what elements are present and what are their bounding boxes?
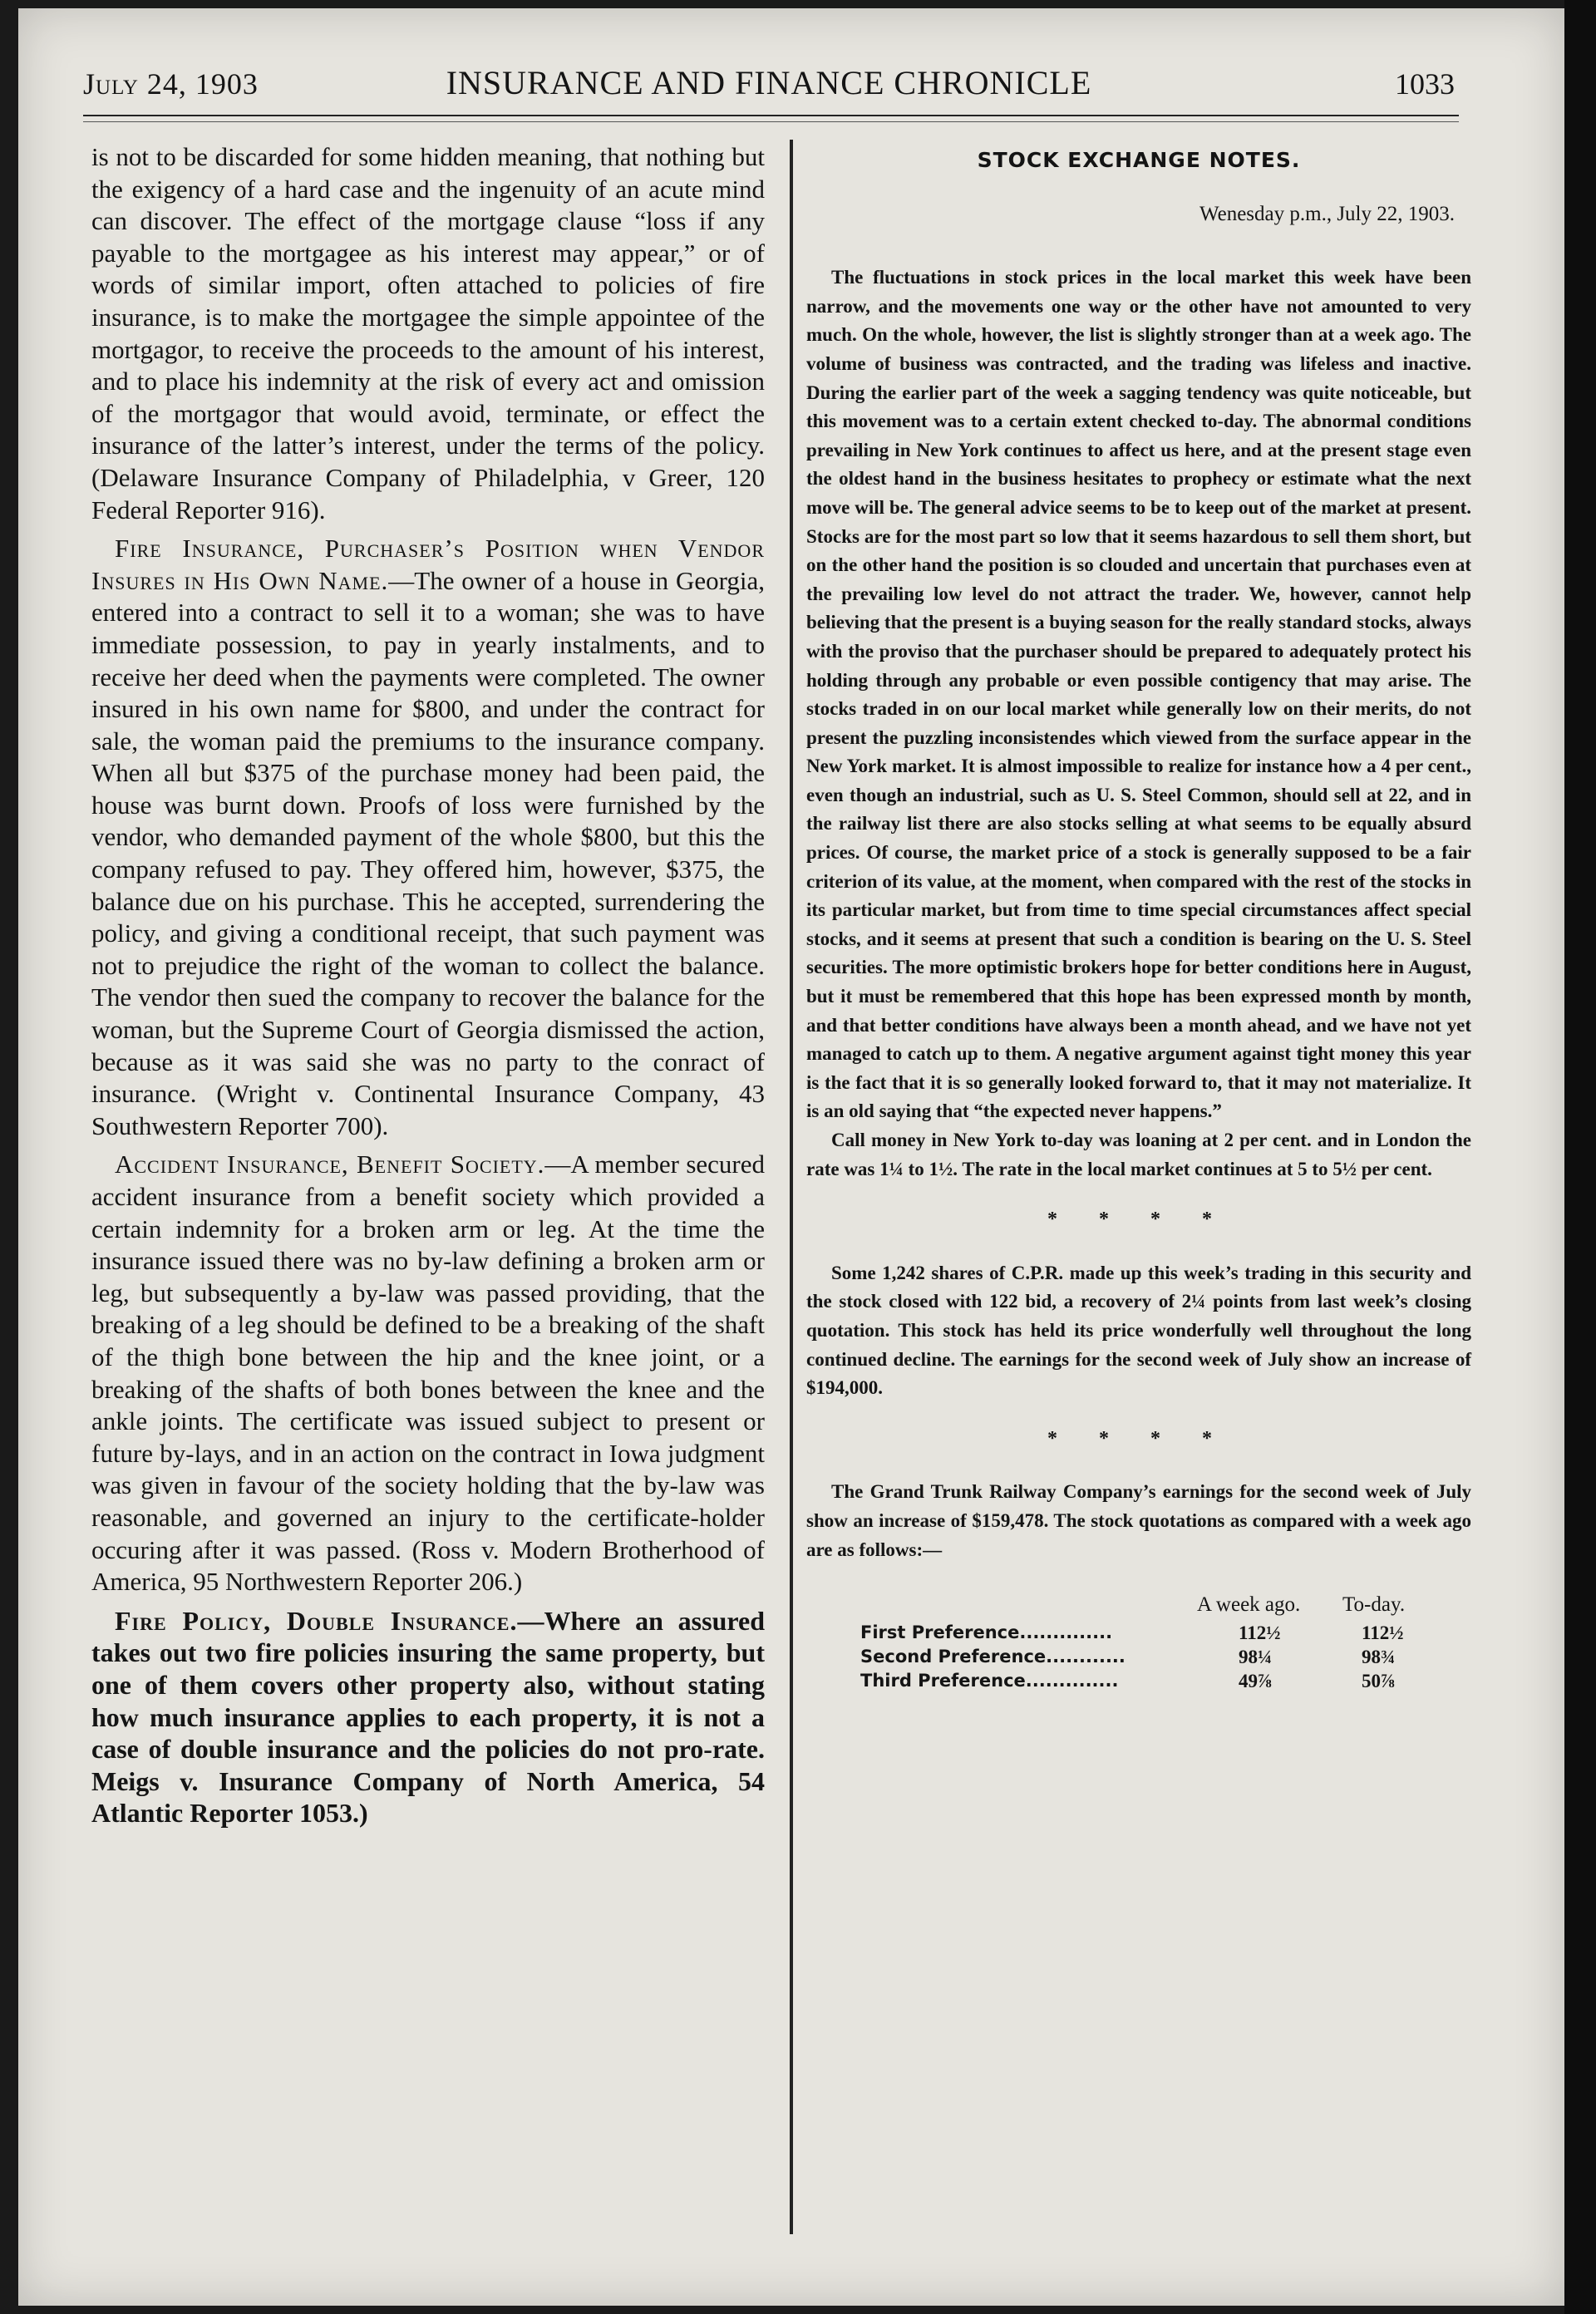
week-ago-value: 49⅞ — [1239, 1671, 1273, 1692]
page-number: 1033 — [1395, 67, 1455, 101]
paragraph-body: —Where an assured takes out two fire policies insuring the same property, but one of them covers other property also, without stating how much insurance applies to each property, it is not a case of double insurance and the policies do not pro-rate. Meigs v. Insurance Company of North America, 54 Atlantic Reporter 1053.) — [91, 1605, 765, 1829]
today-value: 98¾ — [1362, 1647, 1396, 1668]
row-label: First Preference.............. — [860, 1622, 1113, 1643]
scan-border — [1564, 0, 1596, 2314]
week-ago-value: 112½ — [1239, 1622, 1281, 1644]
section-heading: Accident Insurance, Benefit Society. — [115, 1150, 545, 1179]
publication-title: INSURANCE AND FINANCE CHRONICLE — [446, 64, 1092, 101]
article-paragraph: is not to be discarded for some hidden meaning, that nothing but the exigency of a hard case and the ingenuity of an acute mind can discover. The effect of the mortgage clause “loss if any payable to the mortgagee as his interest may appear,” or of words of similar import, often attached to policies of fire insurance, is to make the mortgagee the simple appointee of the mortgagor, to receive the proceeds to the amount of his interest, and to place his indemnity at the risk of every act and omission of the mortgagor that would avoid, terminate, or effect the insurance of the latter’s interest, under the terms of the policy. (Delaware Insurance Company of Philadelphia, v Greer, 120 Federal Reporter 916). — [91, 142, 765, 524]
paragraph-body: —The owner of a house in Georgia, entered into a contract to sell it to a woman; she was to have immediate possession, to pay in yearly instalments, and to receive her deed when the payments were completed. The owner insured in his own name for $800, and under the contract for sale, the woman paid the premiums to the insurance company. When all but $375 of the purchase money had been paid, the house was burnt down. Proofs of loss were furnished by the vendor, who demanded payment of the whole $800, but this the company refused to pay. They offered him, however, $375, the balance due on his purchase. This he accepted, surrendering the policy, and giving a conditional receipt, that such payment was not to prejudice the right of the woman to collect the balance. The vendor then sued the company to recover the balance for the woman, but the Supreme Court of Georgia dismissed the action, because as it was said she was no party to the conract of insurance. (Wright v. Continental Insurance Company, 43 Southwestern Reporter 700). — [91, 565, 765, 1140]
today-value: 112½ — [1362, 1622, 1404, 1644]
article-paragraph — [91, 1605, 765, 1829]
section-separator: * * * * — [1047, 1427, 1230, 1450]
section-title: STOCK EXCHANGE NOTES. — [977, 148, 1301, 172]
table-header — [806, 1591, 1471, 1621]
header-rule-thin — [83, 121, 1459, 122]
article-paragraph: The Grand Trunk Railway Company’s earnings for the second week of July show an increase of $159,478. The stock quotations as compared with a week ago are as follows:— — [806, 1481, 1471, 1560]
quotations-table — [806, 1591, 1471, 1693]
article-paragraph — [91, 533, 765, 1142]
section-heading: Fire Insurance, Purchaser’s Position when Vendor Insures in His Own Name. — [91, 534, 765, 595]
paragraph-body: —A member secured accident insurance from a benefit society which provided a certain indemnity for a broken arm or leg. At the time the insurance issued there was no by-law defining a broken arm or leg, but subsequently a by-law was passed providing, that the breaking of a leg should be defined to be a breaking of the shaft of the thigh bone between the hip and the knee joint, or a breaking of the shafts of both bones between the knee and the ankle joints. The certificate was issued subject to present or future by-lays, and in an action on the contract in Iowa judgment was given in favour of the society holding that the by-law was reasonable, and governed an injury to the certificate-holder occuring after it was passed. (Ross v. Modern Brotherhood of America, 95 Northwestern Reporter 206.) — [91, 1150, 765, 1597]
week-ago-value: 98¼ — [1239, 1647, 1273, 1668]
issue-date: July 24, 1903 — [83, 67, 259, 101]
column-divider — [790, 140, 793, 2234]
row-label: Third Preference.............. — [860, 1671, 1119, 1691]
right-column — [806, 146, 1471, 1693]
dateline: Wenesday p.m., July 22, 1903. — [1199, 202, 1455, 225]
article-paragraph: Call money in New York to-day was loaning at 2 per cent. and in London the rate was 1¼ to 1½. The rate in the local market continues at 5 to 5½ per cent. — [806, 1130, 1471, 1179]
today-value: 50⅞ — [1362, 1671, 1396, 1692]
article-paragraph: Some 1,242 shares of C.P.R. made up this week’s trading in this security and the stock closed with 122 bid, a recovery of 2¼ points from last week’s closing quotation. This stock has held its price wonderfully well throughout the long continued decline. The earnings for the second week of July show an increase of $194,000. — [806, 1262, 1471, 1399]
header-rule — [83, 115, 1459, 116]
table-row — [806, 1669, 1471, 1693]
column-header-today: To-day. — [1342, 1593, 1406, 1617]
row-label: Second Preference............ — [860, 1647, 1126, 1667]
left-column — [91, 141, 765, 1829]
section-heading: Fire Policy, Double Insurance. — [115, 1605, 518, 1636]
column-header-week-ago: A week ago. — [1197, 1593, 1301, 1617]
table-row — [806, 1645, 1471, 1669]
article-paragraph — [91, 1149, 765, 1598]
table-row — [806, 1621, 1471, 1645]
section-separator: * * * * — [1047, 1209, 1230, 1231]
article-paragraph: The fluctuations in stock prices in the local market this week have been narrow, and the movements one way or the other have not amounted to very much. On the whole, however, the list is slightly stronger than at a week ago. The volume of business was contracted, and the trading was lifeless and inactive. During the earlier part of the week a sagging tendency was quite noticeable, but this movement was to a certain extent checked to-day. The abnormal conditions prevailing in New York continues to affect us here, and at the present stage even the oldest hand in the business hesitates to prophecy or estimate what the next move will be. The general advice seems to be to keep out of the market at present. Stocks are for the most part so low that it seems hazardous to sell them short, but on the other hand the position is so clouded and uncertain that purchases even at the prevailing low level do not attract the trader. We, however, cannot help believing that the present is a buying season for the really standard stocks, always with the proviso that the purchaser should be prepared to adequately protect his holding through any probable or even possible contigency that may arise. The stocks traded in on our local market while generally low on their merits, do not present the puzzling inconsistendes which viewed from the surface appear in the New York market. It is almost impossible to realize for instance how a 4 per cent., even though an industrial, such as U. S. Steel Common, should sell at 22, and in the railway list there are also stocks selling at what seems to be equally absurd prices. Of course, the market price of a stock is generally supposed to be a fair criterion of its value, at the moment, when compared with the rest of the stocks in its particular market, but from time to time special circumstances affect special stocks, and it seems at present that such a condition is bearing on the U. S. Steel securities. The more optimistic brokers hope for better conditions here in August, but it must be remembered that this hope has been expressed month by month, and that better conditions have always been a month ahead, and we have not yet managed to catch up to them. A negative argument against tight money this year is the fact that it is so generally looked forward to, that it may not materialize. It is an old saying that “the expected never happens.” — [806, 267, 1471, 1122]
page-header — [83, 66, 1455, 116]
